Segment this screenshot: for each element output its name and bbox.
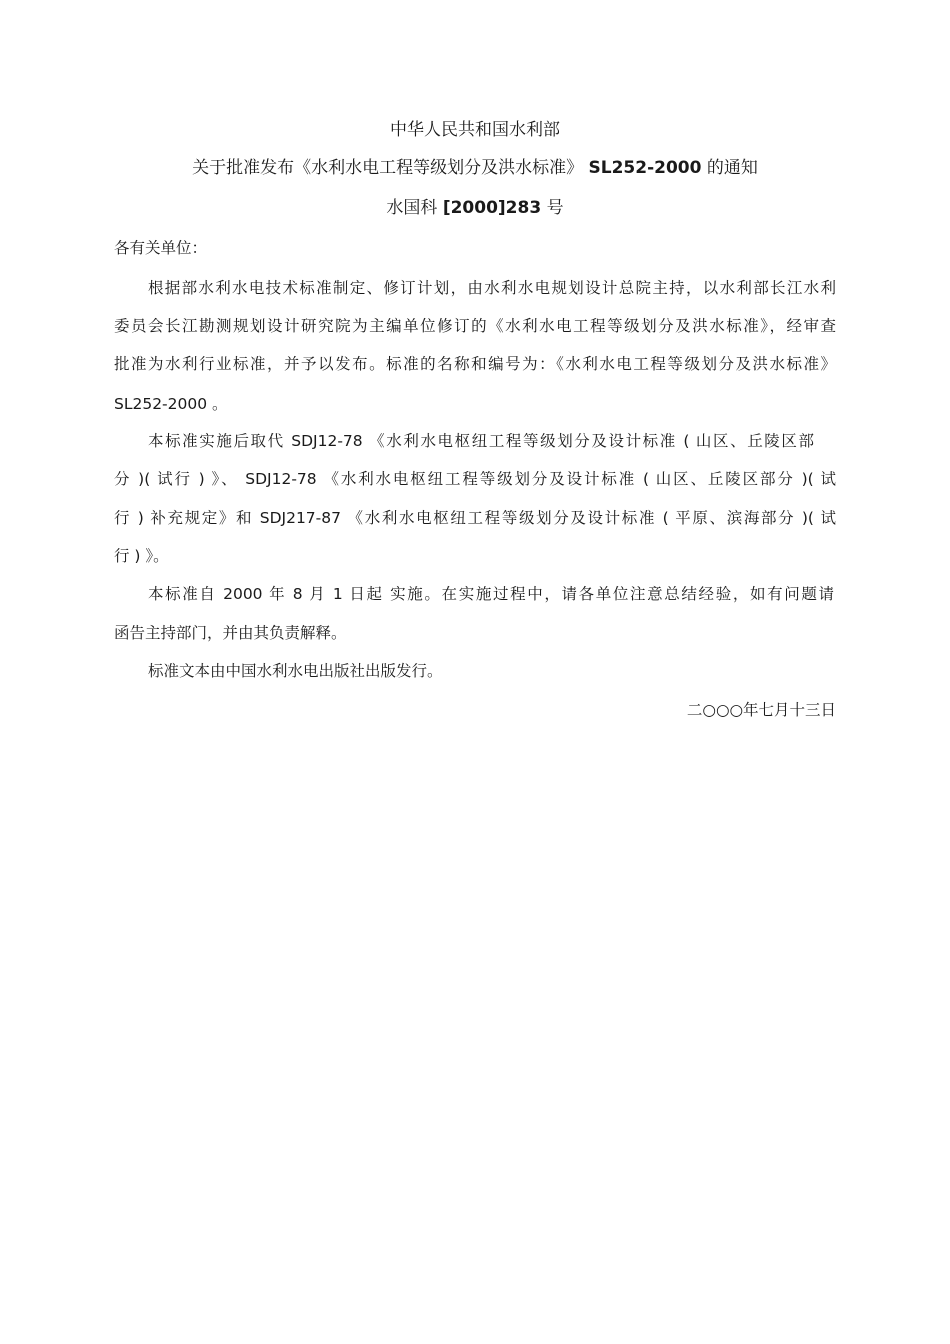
paragraph-3-line-2: 函告主持部门，并由其负责解释。 (114, 624, 347, 642)
doc-number-suffix: 号 (546, 198, 564, 218)
notice-title (0, 158, 950, 178)
issuer-title (0, 120, 950, 140)
paragraph-1-line-2: 委员会长江勘测规划设计研究院为主编单位修订的《水利水电工程等级划分及洪水标准》，经审查 (114, 317, 836, 335)
standard-code: SL252-2000 (588, 158, 702, 178)
paragraph-2-line-2: 分 )( 试行 ) 》、 SDJ12-78 《水利水电枢纽工程等级划分及设计标准 ( 山区、丘陵区部分 )( 试 (114, 470, 836, 488)
paragraph-3-line-1: 本标准自 2000 年 8 月 1 日起 实施。在实施过程中，请各单位注意总结经验，如有问题请 (148, 585, 834, 603)
document-number (0, 198, 950, 218)
paragraph-2-line-3: 行 ) 补充规定》和 SDJ217-87 《水利水电枢纽工程等级划分及设计标准 ( 平原、滨海部分 )( 试 (114, 509, 836, 527)
paragraph-1-line-3: 批准为水利行业标准，并予以发布。标准的名称和编号为：《水利水电工程等级划分及洪水标准》 (114, 355, 836, 373)
issuer-name: 中华人民共和国水利部 (390, 120, 560, 140)
doc-number-code: [2000]283 (442, 198, 542, 218)
notice-title-suffix: 的通知 (706, 158, 758, 178)
paragraph-1-line-1: 根据部水利水电技术标准制定、修订计划，由水利水电规划设计总院主持，以水利部长江水利 (148, 279, 836, 297)
paragraph-4: 标准文本由中国水利水电出版社出版发行。 (148, 662, 443, 680)
notice-title-text: 关于批准发布《水利水电工程等级划分及洪水标准》 (192, 158, 584, 178)
document-date: 二○○○年七月十三日 (686, 701, 836, 719)
salutation: 各有关单位： (114, 239, 208, 257)
paragraph-2-line-1: 本标准实施后取代 SDJ12-78 《水利水电枢纽工程等级划分及设计标准 ( 山区、丘陵区部 (148, 432, 814, 450)
paragraph-2-line-4: 行 ) 》。 (114, 547, 169, 565)
doc-number-prefix: 水国科 (386, 198, 438, 218)
paragraph-1-line-4: SL252-2000 。 (114, 395, 228, 413)
